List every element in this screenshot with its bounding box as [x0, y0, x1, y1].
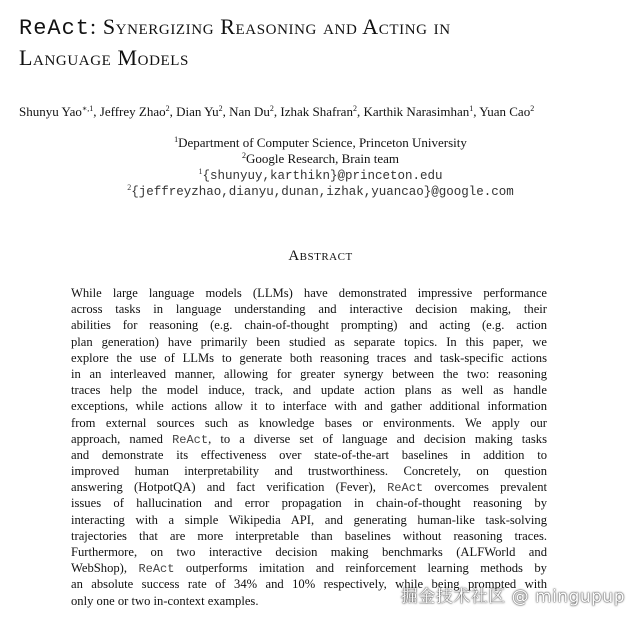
abstract-text: trajectories that are more interpretable than baselines without reasoning traces. — [71, 528, 547, 543]
affiliation-2-mark: 2 — [241, 151, 246, 160]
author-name: Yuan Cao — [479, 104, 531, 119]
abstract-text: approach, named — [71, 431, 173, 446]
abstract-line — [71, 317, 547, 333]
author-affiliation-mark: 2 — [218, 104, 223, 113]
affiliation-2-text: Google Research, Brain team — [245, 151, 400, 166]
affiliation-1 — [0, 135, 641, 151]
abstract-text: abilities for reasoning (e.g. chain-of-thought prompting) and acting (e.g. action — [71, 318, 547, 333]
abstract-line — [71, 560, 547, 576]
abstract-text: across tasks in language understanding and interactive decision making, their — [71, 302, 547, 317]
author-separator: , — [273, 104, 281, 119]
author-name: Nan Du — [229, 104, 270, 119]
abstract-line — [71, 479, 547, 495]
abstract-text: overcomes prevalent — [423, 480, 547, 495]
method-name: ReAct — [138, 562, 175, 577]
author-affiliation-mark: 2 — [530, 104, 535, 113]
abstract-text: WebShop), — [71, 561, 139, 576]
abstract-line — [71, 366, 547, 382]
abstract-text: Furthermore, on two interactive decision making benchmarks (ALFWorld and — [71, 545, 547, 559]
abstract-text: issues of hallucination and error propagation in chain-of-thought reasoning by — [71, 496, 547, 511]
abstract-line — [71, 415, 547, 431]
abstract-line — [71, 447, 547, 463]
title-method-name: ReAct — [19, 16, 91, 41]
author-separator: , — [93, 104, 100, 119]
affiliation-1-text: Department of Computer Science, Princeton University — [178, 135, 467, 150]
abstract-heading: Abstract — [288, 248, 353, 264]
abstract-line — [71, 463, 547, 479]
author-name: Dian Yu — [176, 104, 219, 119]
abstract-text: traces help the model induce, track, and update action plans as well as handle — [71, 383, 547, 398]
title-line-2: Language Models — [19, 45, 189, 70]
affiliation-2 — [0, 151, 641, 167]
abstract-text: from external sources such as knowledge bases or environments. We apply our — [71, 415, 547, 430]
abstract-body — [71, 285, 547, 609]
abstract-text: explore the use of LLMs to generate both reasoning traces and task-specific actions — [71, 350, 547, 365]
abstract-line — [71, 431, 547, 447]
abstract-line — [71, 544, 547, 560]
author-name: Karthik Narasimhan — [363, 104, 470, 119]
abstract-text: While large language models (LLMs) have demonstrated impressive performance — [71, 286, 547, 300]
abstract-line — [71, 334, 547, 350]
author-name: Jeffrey Zhao — [99, 104, 166, 119]
watermark: 掘金技术社区 @ mingupup — [400, 587, 625, 607]
method-name: ReAct — [387, 481, 424, 496]
abstract-line — [71, 285, 547, 301]
abstract-line — [71, 512, 547, 528]
abstract-text: , to a diverse set of language and decision making tasks — [208, 431, 547, 446]
affiliation-1-mark: 1 — [174, 135, 179, 144]
method-name: ReAct — [172, 432, 209, 447]
abstract-text: and demonstrate its effectiveness over state-of-the-art baselines in addition to — [71, 447, 547, 462]
email-google-mark: 2 — [127, 183, 132, 192]
author-separator: , — [169, 104, 177, 119]
abstract-text: improved human interpretability and trustworthiness. Concretely, on question — [71, 464, 547, 479]
author-separator: , — [473, 104, 480, 119]
author-affiliation-mark: 1 — [469, 104, 474, 113]
abstract-line — [71, 528, 547, 544]
abstract-text: outperforms imitation and reinforcement learning methods by — [174, 561, 547, 576]
abstract-line — [71, 398, 547, 414]
author-separator: , — [356, 104, 364, 119]
author-name: Izhak Shafran — [280, 104, 353, 119]
author-separator: , — [222, 104, 230, 119]
abstract-text: only one or two in-context examples. — [71, 593, 259, 608]
abstract-line — [71, 382, 547, 398]
abstract-line — [71, 301, 547, 317]
author-affiliation-mark: ∗,1 — [81, 104, 94, 113]
abstract-text: in an interleaved manner, allowing for greater synergy between the two: reasoning — [71, 366, 547, 381]
abstract-text: an absolute success rate of 34% and 10% respectively, while being prompted with — [71, 577, 547, 592]
abstract-text: plan generation) have primarily been studied as separate topics. In this paper, we — [71, 334, 547, 349]
email-princeton — [0, 168, 641, 184]
abstract-text: interacting with a simple Wikipedia API, and generating human-like task-solving — [71, 512, 547, 527]
email-princeton-mark: 1 — [198, 167, 203, 176]
abstract-text: answering (HotpotQA) and fact verification (Fever), — [71, 480, 388, 495]
abstract-text: exceptions, while actions allow it to interface with and gather additional information — [71, 399, 547, 414]
author-name: Shunyu Yao — [19, 104, 82, 119]
email-google — [0, 184, 641, 200]
author-affiliation-mark: 2 — [352, 104, 357, 113]
author-affiliation-mark: 2 — [165, 104, 170, 113]
author-list — [19, 104, 619, 120]
email-google-text: {jeffreyzhao,dianyu,dunan,izhak,yuancao}@google.com — [131, 185, 514, 199]
title-line-1: : Synergizing Reasoning and Acting in — [90, 14, 451, 39]
abstract-line — [71, 495, 547, 511]
abstract-line — [71, 350, 547, 366]
author-affiliation-mark: 2 — [269, 104, 274, 113]
paper-title — [19, 12, 619, 72]
email-princeton-text: {shunyuy,karthikn}@princeton.edu — [202, 169, 443, 183]
